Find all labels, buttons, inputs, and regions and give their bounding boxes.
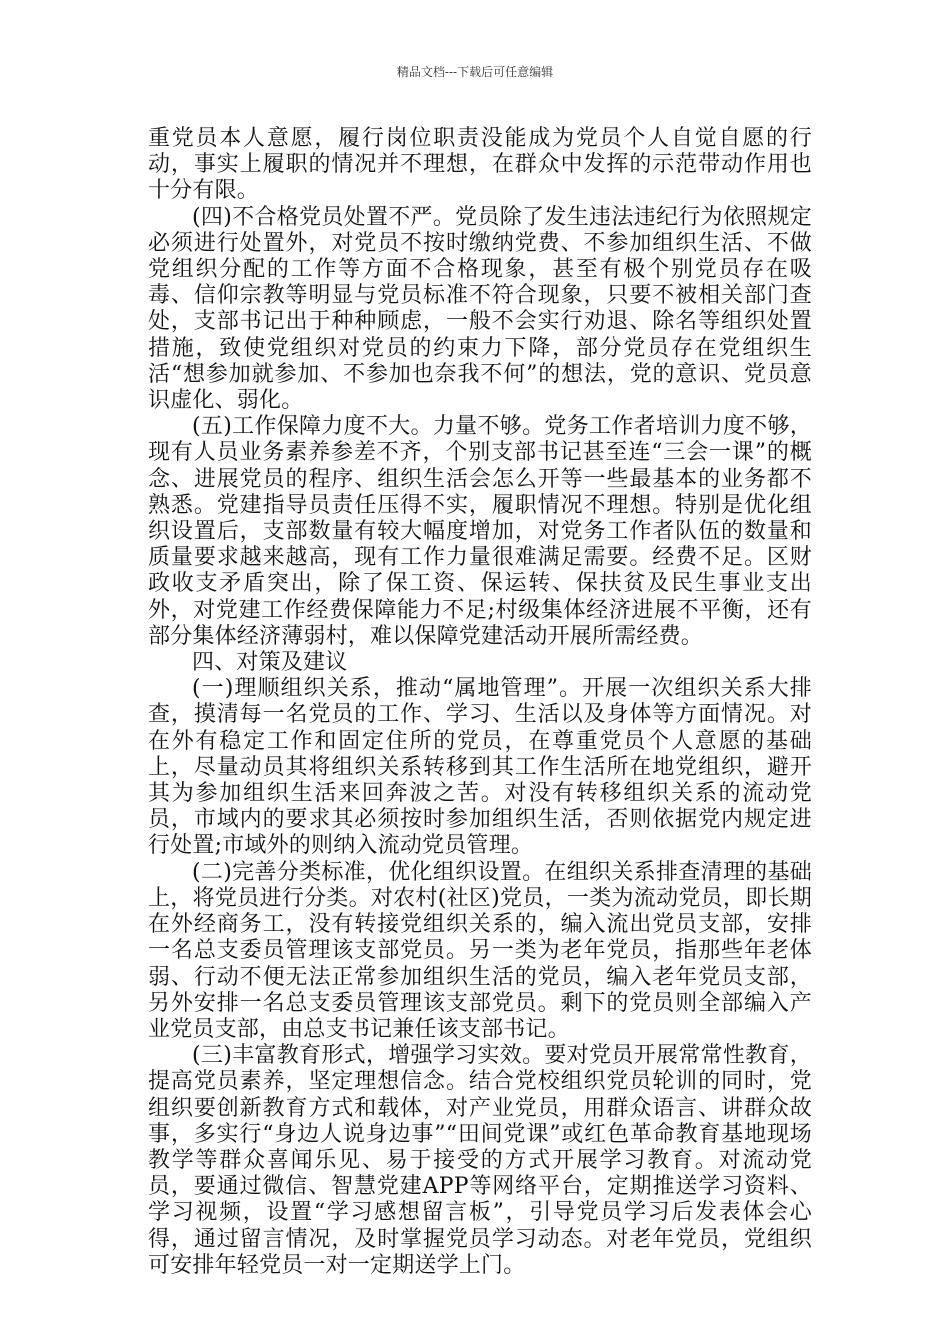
- paragraph-section-5: (五)工作保障力度不大。力量不够。党务工作者培训力度不够，现有人员业务素养参差不齐，个别支部书记甚至连“三会一课”的概念、进展党员的程序、组织生活会怎么开等一些最基本的业务都不熟悉。党建指导员责任压得不实，履职情况不理想。特别是优化组织设置后，支部数量有较大幅度增加，对党务工作者队伍的数量和质量要求越来越高，现有工作力量很难满足需要。经费不足。区财政收支矛盾突出，除了保工资、保运转、保扶贫及民生事业支出外，对党建工作经费保障能力不足;村级集体经济进展不平衡，还有部分集体经济薄弱村，难以保障党建活动开展所需经费。: [148, 414, 812, 649]
- paragraph-continued: 重党员本人意愿，履行岗位职责没能成为党员个人自觉自愿的行动，事实上履职的情况并不理想，在群众中发挥的示范带动作用也十分有限。: [148, 126, 812, 204]
- page-header: 精品文档---下载后可任意编辑: [396, 65, 554, 79]
- paragraph-measure-3: (三)丰富教育形式，增强学习实效。要对党员开展常常性教育，提高党员素养，坚定理想信念。结合党校组织党员轮训的同时，党组织要创新教育方式和载体，对产业党员，用群众语言、讲群众故事，多实行“身边人说身边事”“田间党课”或红色革命教育基地现场教学等群众喜闻乐见、易于接受的方式开展学习教育。对流动党员，要通过微信、智慧党建APP等网络平台，定期推送学习资料、学习视频，设置“学习感想留言板”，引导党员学习后发表体会心得，通过留言情况，及时掌握党员学习动态。对老年党员，党组织可安排年轻党员一对一定期送学上门。: [148, 1043, 812, 1278]
- paragraph-measure-1: (一)理顺组织关系，推动“属地管理”。开展一次组织关系大排查，摸清每一名党员的工作、学习、生活以及身体等方面情况。对在外有稳定工作和固定住所的党员，在尊重党员个人意愿的基础上，尽量动员其将组织关系转移到其工作生活所在地党组织，避开其为参加组织生活来回奔波之苦。对没有转移组织关系的流动党员，市域内的要求其必须按时参加组织生活，否则依据党内规定进行处置;市域外的则纳入流动党员管理。: [148, 676, 812, 859]
- section-heading: 四、对策及建议: [192, 650, 348, 676]
- paragraph-measure-2: (二)完善分类标准，优化组织设置。在组织关系排查清理的基础上，将党员进行分类。对农村(社区)党员，一类为流动党员，即长期在外经商务工，没有转接党组织关系的，编入流出党员支部，安排一名总支委员管理该支部党员。另一类为老年党员，指那些年老体弱、行动不便无法正常参加组织生活的党员，编入老年党员支部，另外安排一名总支委员管理该支部党员。剩下的党员则全部编入产业党员支部，由总支书记兼任该支部书记。: [148, 859, 812, 1042]
- paragraph-section-4: (四)不合格党员处置不严。党员除了发生违法违纪行为依照规定必须进行处置外，对党员不按时缴纳党费、不参加组织生活、不做党组织分配的工作等方面不合格现象，甚至有极个别党员存在吸毒、信仰宗教等明显与党员标准不符合现象，只要不被相关部门查处，支部书记出于种种顾虑，一般不会实行劝退、除名等组织处置措施，致使党组织对党员的约束力下降，部分党员存在党组织生活“想参加就参加、不参加也奈我不何”的想法，党的意识、党员意识虚化、弱化。: [148, 204, 812, 414]
- document-body: [148, 126, 812, 1279]
